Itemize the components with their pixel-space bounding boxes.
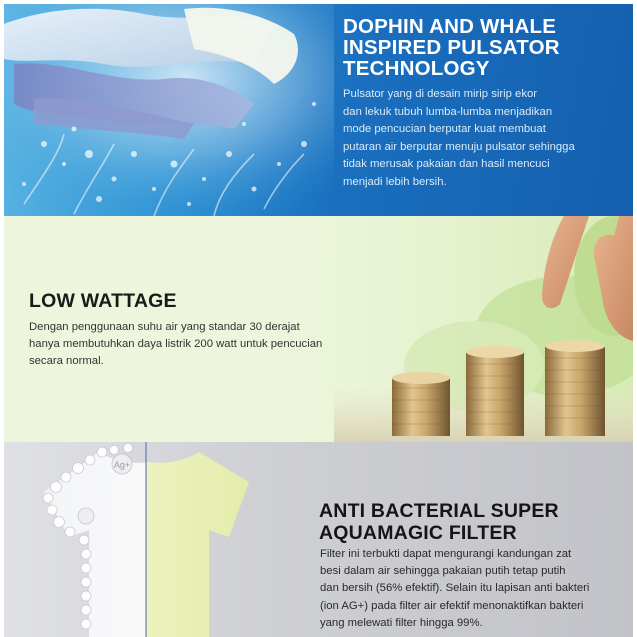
description-line: dan bersih (56% efektif). Selain itu lapisan anti bakteri <box>320 582 590 595</box>
section-description <box>343 86 628 192</box>
filter-section <box>4 442 633 637</box>
title-line: AQUAMAGIC FILTER <box>319 522 517 544</box>
water-splash-image <box>4 4 334 216</box>
title-line: INSPIRED PULSATOR <box>343 36 560 59</box>
silver-ion-badge: Ag+ <box>113 460 131 470</box>
description-line: putaran air berputar menuju pulsator sehingga <box>343 140 575 153</box>
low-wattage-section <box>4 216 633 442</box>
description-line: yang melewati filter hingga 99%. <box>320 616 483 629</box>
title-line: LOW WATTAGE <box>29 290 177 312</box>
description-line: mode pencucian berputar kuat membuat <box>343 123 546 136</box>
description-line: tidak merusak pakaian dan hasil mencuci <box>343 158 550 171</box>
section-title <box>29 290 177 313</box>
section-description <box>29 319 359 371</box>
pulsator-section <box>4 4 633 216</box>
section-title <box>343 16 628 79</box>
description-line: dan lekuk tubuh lumba-lumba menjadikan <box>343 105 553 118</box>
title-line: ANTI BACTERIAL SUPER <box>319 500 559 522</box>
tshirt-image <box>4 442 304 637</box>
description-line: Pulsator yang di desain mirip sirip ekor <box>343 88 538 100</box>
description-line: menjadi lebih bersih. <box>343 175 447 188</box>
description-line: (ion AG+) pada filter air efektif menonaktifkan bakteri <box>320 599 584 612</box>
section-title <box>319 500 619 544</box>
title-line: TECHNOLOGY <box>343 57 490 80</box>
title-line: DOPHIN AND WHALE <box>343 15 557 38</box>
description-line: besi dalam air sehingga pakaian putih tetap putih <box>320 565 566 578</box>
description-line: Filter ini terbukti dapat mengurangi kandungan zat <box>320 548 572 560</box>
description-line: hanya membutuhkan daya listrik 200 watt untuk pencucian <box>29 338 323 351</box>
description-line: secara normal. <box>29 355 104 368</box>
description-line: Dengan penggunaan suhu air yang standar 30 derajat <box>29 321 300 333</box>
section-description <box>320 546 620 632</box>
